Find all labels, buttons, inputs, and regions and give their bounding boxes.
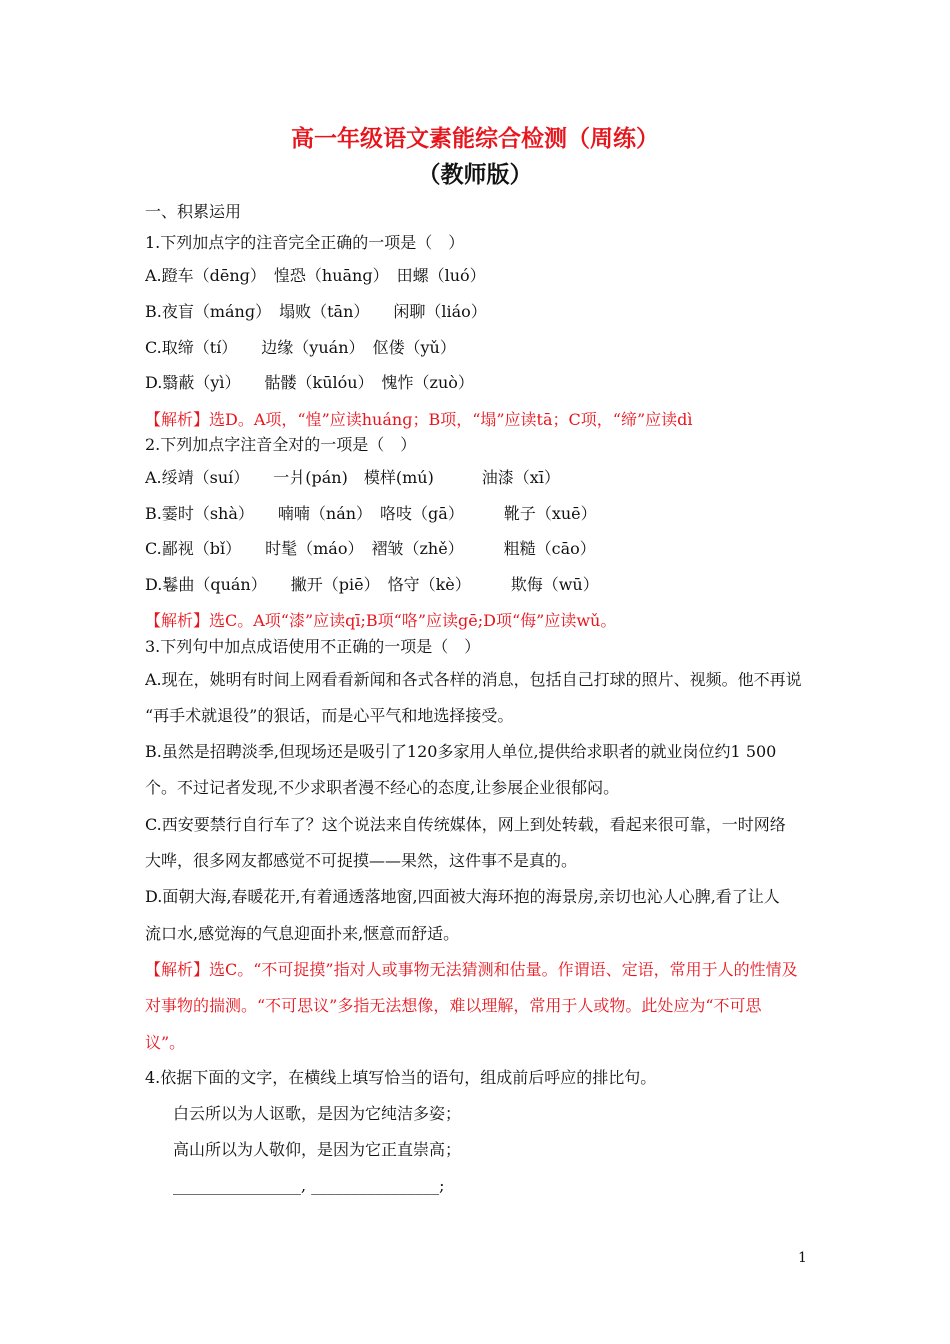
option-3b-line2: 个。不过记者发现,不少求职者漫不经心的态度,让参展企业很郁闷。 xyxy=(145,778,620,797)
option-1b: B.夜盲（mánɡ） 塌败（tān） 闲聊（liáo） xyxy=(145,302,487,321)
answer-2: 【解析】选C。A项“漆”应读qī;B项“咯”应读gē;D项“侮”应读wǔ。 xyxy=(145,611,617,630)
question-2: 2.下列加点字注音全对的一项是（ ） xyxy=(145,435,417,454)
answer-3-line2: 对事物的揣测。“不可思议”多指无法想像，难以理解，常用于人或物。此处应为“不可思 xyxy=(145,996,762,1015)
question-1: 1.下列加点字的注音完全正确的一项是（ ） xyxy=(145,233,465,252)
question-3: 3.下列句中加点成语使用不正确的一项是（ ） xyxy=(145,637,481,656)
passage-line-2: 高山所以为人敬仰，是因为它正直崇高； xyxy=(173,1140,462,1159)
option-3c-line2: 大哗，很多网友都感觉不可捉摸——果然，这件事不是真的。 xyxy=(145,851,578,870)
option-3c-line1: C.西安要禁行自行车了？这个说法来自传统媒体，网上到处转载，看起来很可靠，一时网络 xyxy=(145,815,786,834)
option-3d-line2: 流口水,感觉海的气息迎面扑来,惬意而舒适。 xyxy=(145,924,460,943)
option-1c: C.取缔（tí） 边缘（yuán） 伛偻（yǔ） xyxy=(145,338,456,357)
question-4: 4.依据下面的文字，在横线上填写恰当的语句，组成前后呼应的排比句。 xyxy=(145,1068,657,1087)
option-1a: A.蹬车（dēnɡ） 惶恐（huānɡ） 田螺（luó） xyxy=(145,266,486,285)
option-2b: B.霎时（shà） 喃喃（nán） 咯吱（gā） 靴子（xuē） xyxy=(145,504,597,523)
document-title: 高一年级语文素能综合检测（周练） xyxy=(291,126,659,152)
passage-line-1: 白云所以为人讴歌，是因为它纯洁多姿； xyxy=(173,1104,462,1123)
option-3d-line1: D.面朝大海,春暖花开,有着通透落地窗,四面被大海环抱的海景房,亲切也沁人心脾,看了让人 xyxy=(145,887,780,906)
section-heading: 一、积累运用 xyxy=(145,202,242,221)
option-2a: A.绥靖（suí） 一爿(pán) 模样(mú) 油漆（xī） xyxy=(145,468,560,487)
document-subtitle: （教师版） xyxy=(417,162,533,188)
answer-1: 【解析】选D。A项，“惶”应读huánɡ；B项，“塌”应读tā；C项，“缔”应读dì xyxy=(145,410,693,429)
option-3a-line1: A.现在，姚明有时间上网看看新闻和各式各样的消息，包括自己打球的照片、视频。他不再说 xyxy=(145,670,802,689)
option-3a-line2: “再手术就退役”的狠话，而是心平气和地选择接受。 xyxy=(145,706,514,725)
option-3b-line1: B.虽然是招聘淡季,但现场还是吸引了120多家用人单位,提供给求职者的就业岗位约1 500 xyxy=(145,742,777,761)
option-2c: C.鄙视（bǐ） 时髦（máo） 褶皱（zhě） 粗糙（cāo） xyxy=(145,539,596,558)
answer-3-line3: 议”。 xyxy=(145,1033,186,1052)
option-1d: D.翳蔽（yì） 骷髅（kūlóu） 愧怍（zuò） xyxy=(145,373,474,392)
answer-blanks: ________________, ________________; xyxy=(173,1176,445,1195)
option-2d: D.鬈曲（quán） 撇开（piē） 恪守（kè） 欺侮（wū） xyxy=(145,575,599,594)
page-number: 1 xyxy=(798,1250,807,1266)
answer-3-line1: 【解析】选C。“不可捉摸”指对人或事物无法猜测和估量。作谓语、定语，常用于人的性情及 xyxy=(145,960,798,979)
